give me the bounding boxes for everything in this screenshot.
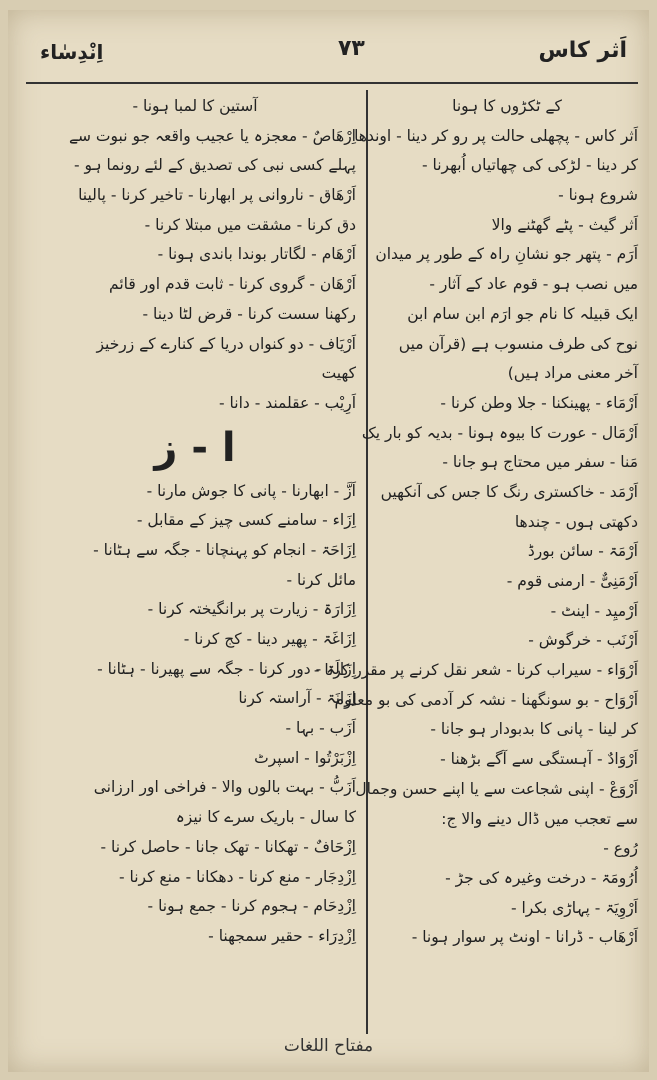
dictionary-line: پہلے کسی نبی کی تصدیق کے لئے رونما ہو - <box>73 156 356 175</box>
dictionary-line: کا سال - باریک سرے کا نیزہ <box>175 808 356 827</box>
dictionary-line: مائل کرنا - <box>286 570 356 589</box>
dictionary-line: اِزْدِجَار - منع کرنا - دھکانا - منع کرنا - <box>119 867 356 886</box>
dictionary-line: اَزَّ - ابھارنا - پانی کا جوش مارنا - <box>146 481 356 500</box>
dictionary-line: رُوع - <box>603 839 638 858</box>
dictionary-line: اِزَالَۃ - دور کرنا - جگہ سے پھیرنا - ہٹانا - <box>97 659 356 678</box>
dictionary-line: شروع ہونا - <box>558 186 638 205</box>
dictionary-line: سے تعجب میں ڈال دینے والا ج: <box>441 809 638 828</box>
dictionary-line: اِزَاء - سامنے کسی چیز کے مقابل - <box>136 511 356 530</box>
dictionary-line: دکھتی ہوں - چندھا <box>514 512 638 531</box>
dictionary-line: اِزَانَۃ - آراستہ کرنا <box>238 689 356 708</box>
dictionary-line: دق کرنا - مشقت میں مبتلا کرنا - <box>144 215 356 234</box>
dictionary-line: اَرْیَاف - دو کنواں دریا کے کنارے کے زرخیز <box>96 334 356 353</box>
dictionary-line: اَرْمَال - عورت کا بیوہ ہونا - بدیہ کو بار یک <box>361 423 638 442</box>
dictionary-line: اَرْمیِد - اینٹ - <box>550 601 638 620</box>
dictionary-line: مَنا - سفر میں محتاج ہو جانا - <box>442 453 638 472</box>
dictionary-line: اِزْدِحَام - ہجوم کرنا - جمع ہونا - <box>147 897 356 916</box>
dictionary-line: اُرُومَۃ - درخت وغیرہ کی جڑ - <box>445 868 638 887</box>
dictionary-line: اَرْنَب - خرگوش - <box>528 631 638 650</box>
page-header <box>8 10 649 82</box>
page-footer: مفتاح اللغات <box>283 1036 374 1056</box>
dictionary-line: کھیت <box>321 364 356 383</box>
left-column-bottom <box>34 477 356 952</box>
dictionary-line: اِزَاحَۃ - انجام کو پہنچانا - جگہ سے ہٹانا - <box>93 540 356 559</box>
left-column <box>34 92 356 952</box>
dictionary-line: کر دینا - لڑکی کی چھاتیاں اُبھرنا - <box>422 156 638 175</box>
dictionary-line: اِزَاغَۃ - پھیر دینا - کج کرنا - <box>183 630 356 648</box>
dictionary-line: آخر معنی مراد ہیں) <box>507 364 638 383</box>
dictionary-line: اَرْوِیَۃ - پہاڑی بکرا - <box>510 898 638 917</box>
header-first-entry: اَثر کاس <box>538 38 627 63</box>
dictionary-line: اَرْهَاب - ڈرانا - اونٹ پر سوار ہونا - <box>411 928 638 947</box>
dictionary-line: اَرِیْب - عقلمند - دانا - <box>219 393 356 412</box>
section-heading: ا - ز <box>154 424 236 471</box>
dictionary-line: اَرْمَۃ - سائن بورڈ <box>527 542 638 561</box>
dictionary-line: کے ٹکڑوں کا ہونا <box>452 97 562 115</box>
dictionary-line: اَرْوَاح - بو سونگھنا - نشہ کر آدمی کی بو معلوم <box>334 690 638 709</box>
dictionary-line: آستین کا لمبا ہونا - <box>132 97 258 115</box>
dictionary-line: اَرْوَادٌ - آہستگی سے آگے بڑھنا - <box>440 750 638 769</box>
dictionary-line: اَرْوَعْ - اپنی شجاعت سے یا اپنے حسن وجمال <box>355 779 638 798</box>
dictionary-line: اِرْهَاصٌ - معجزہ یا عجیب واقعہ جو نبوت سے <box>68 126 356 145</box>
dictionary-line: اِزْحَافٌ - تھکانا - تھک جانا - حاصل کرنا - <box>100 837 356 856</box>
dictionary-line: اَرْهَاق - ناروانی پر ابھارنا - تاخیر کرنا - پالینا <box>78 186 356 205</box>
dictionary-line: ایک قبیلہ کا نام جو ارَم ابن سام ابن <box>407 304 638 323</box>
dictionary-line: اَزَبُّ - بہت بالوں والا - فراخی اور ارزانی <box>93 778 356 797</box>
header-last-entry: اِنْدِسٰاء <box>40 40 104 64</box>
dictionary-line: اَزَب - بہا - <box>285 719 356 738</box>
dictionary-line: اَرْوَاء - سیراب کرنا - شعر نقل کرنے پر مقرر کرنا - <box>313 661 638 680</box>
dictionary-line: کر لینا - پانی کا بدبودار ہو جانا - <box>430 720 638 739</box>
column-divider <box>366 90 368 1034</box>
dictionary-line: رکھنا سست کرنا - قرض لٹا دینا - <box>142 304 356 323</box>
dictionary-line: اَثر کاس - پچھلی حالت پر رو کر دینا - اوندھا <box>354 126 638 145</box>
dictionary-line: نوح کی طرف منسوب ہے (قرآن میں <box>398 334 638 353</box>
dictionary-line: اَثر گیث - پٹے گھٹنے والا <box>491 215 638 234</box>
header-rule <box>26 82 638 84</box>
dictionary-line: اِزْبَرْتُوا - اسپرٹ <box>254 748 356 767</box>
page-number: ۷۳ <box>338 36 365 61</box>
dictionary-line: اَرْمَاء - پھینکنا - جلا وطن کرنا - <box>440 393 638 412</box>
dictionary-line: اَرَم - پتھر جو نشانِ راہ کے طور پر میدان <box>375 245 638 264</box>
dictionary-line: اَرْمَد - خاکستری رنگ کا جس کی آنکھیں <box>380 482 638 501</box>
dictionary-line: اَرْهَان - گروی کرنا - ثابت قدم اور قائم <box>109 275 356 294</box>
dictionary-line: اِزَارَۃ - زیارت پر برانگیختہ کرنا - <box>147 600 356 619</box>
dictionary-line: اَرْهَام - لگاتار بوندا باندی ہونا - <box>157 245 356 264</box>
dictionary-line: میں نصب ہو - قوم عاد کے آثار - <box>429 275 638 294</box>
dictionary-line: اِزْدِرَاء - حقیر سمجھنا - <box>208 926 356 945</box>
dictionary-line: اَرْمَنِیٌّ - ارمنی قوم - <box>506 572 638 590</box>
left-column-top <box>34 92 356 419</box>
dictionary-page <box>8 10 649 1072</box>
